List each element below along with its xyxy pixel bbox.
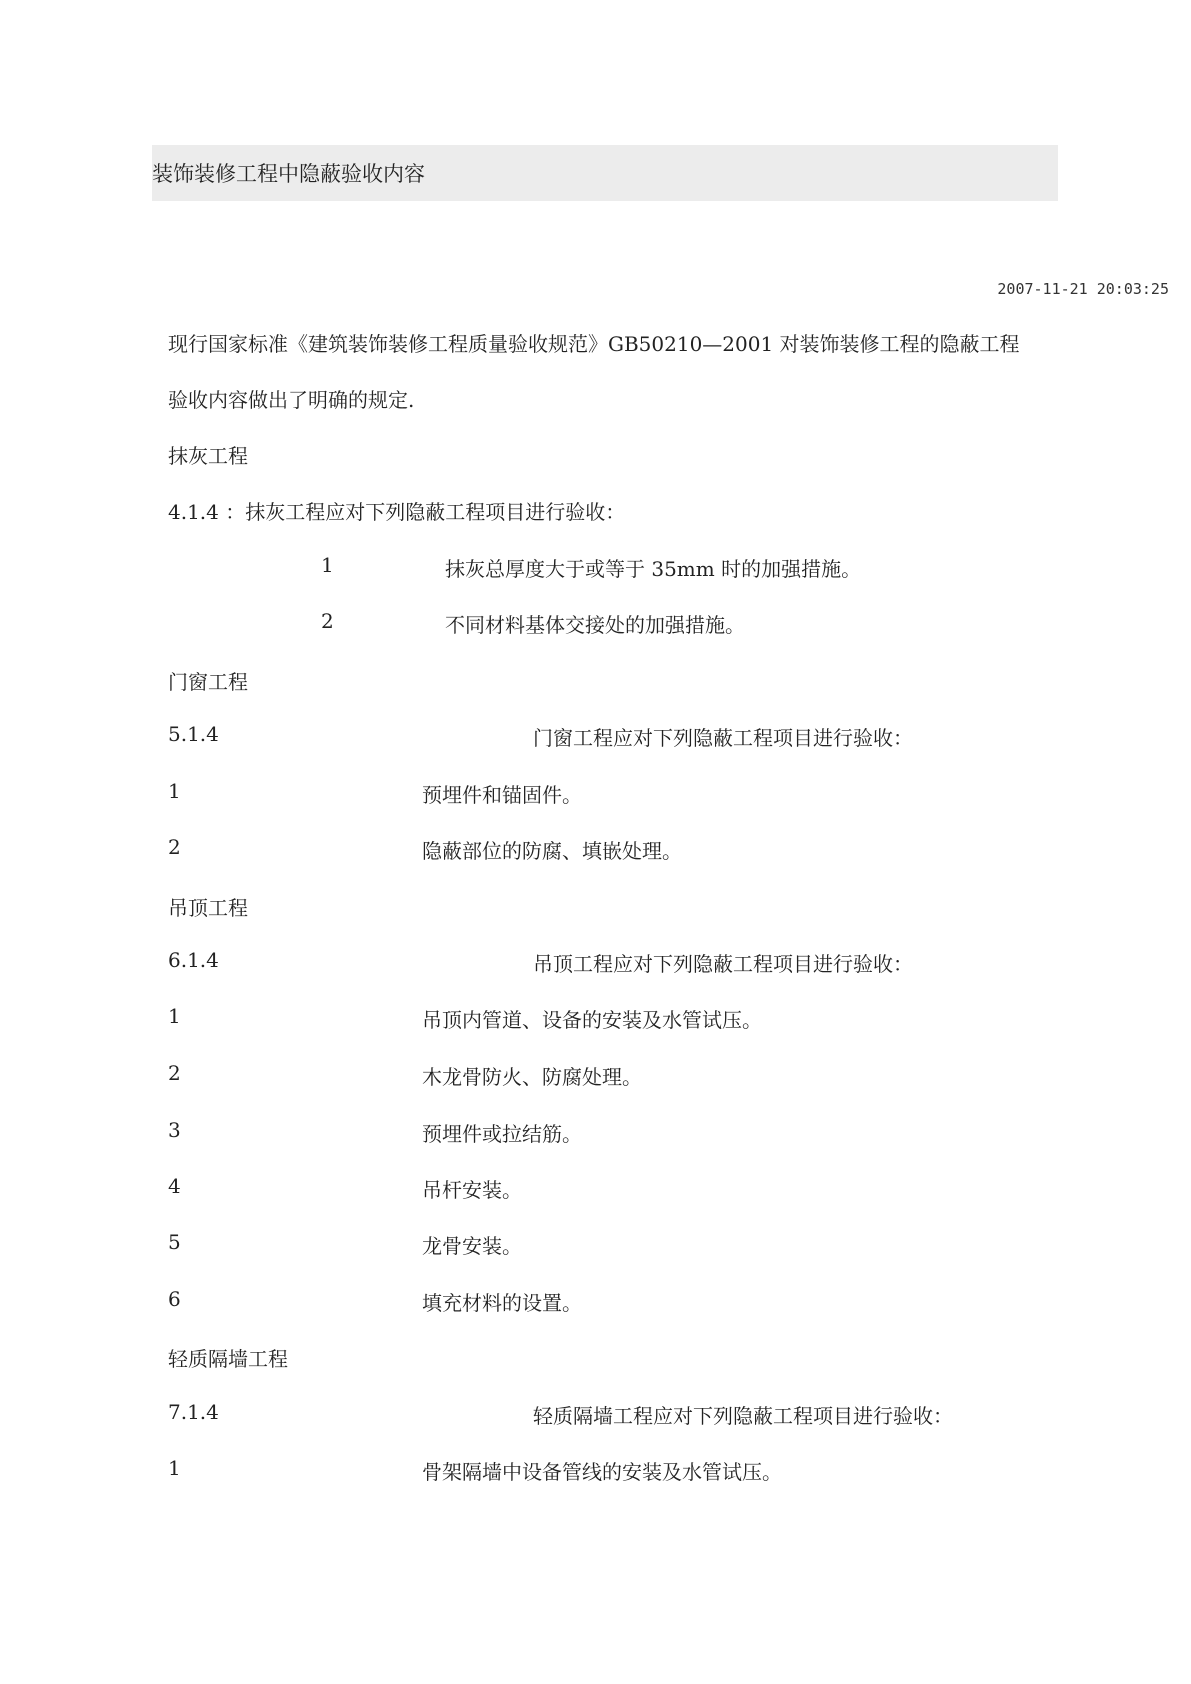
item-number: 1: [321, 553, 334, 577]
clause-number: 5.1.4: [168, 722, 219, 746]
section-heading-doors-windows: 门窗工程: [168, 670, 248, 694]
item-text: 骨架隔墙中设备管线的安装及水管试压。: [422, 1460, 782, 1484]
item-number: 1: [168, 1004, 181, 1028]
item-number: 1: [168, 779, 181, 803]
item-number: 2: [321, 609, 334, 633]
item-text: 吊顶内管道、设备的安装及水管试压。: [422, 1008, 762, 1032]
clause-number: 6.1.4: [168, 948, 219, 972]
item-number: 4: [168, 1174, 181, 1198]
item-number: 1: [168, 1456, 181, 1480]
item-text: 预埋件和锚固件。: [422, 783, 582, 807]
item-text: 预埋件或拉结筋。: [422, 1122, 582, 1146]
intro-line-2: 验收内容做出了明确的规定.: [168, 388, 415, 412]
item-text: 吊杆安装。: [422, 1178, 522, 1202]
section-heading-ceiling: 吊顶工程: [168, 896, 248, 920]
item-number: 3: [168, 1118, 181, 1142]
item-number: 2: [168, 835, 181, 859]
clause-text: 吊顶工程应对下列隐蔽工程项目进行验收：: [533, 952, 913, 976]
page-title: 装饰装修工程中隐蔽验收内容: [152, 162, 425, 186]
item-number: 5: [168, 1230, 181, 1254]
item-text: 抹灰总厚度大于或等于 35mm 时的加强措施。: [445, 557, 862, 581]
title-bar: [152, 145, 1058, 201]
clause-text: 门窗工程应对下列隐蔽工程项目进行验收：: [533, 726, 913, 750]
clause-text: 轻质隔墙工程应对下列隐蔽工程项目进行验收：: [533, 1404, 953, 1428]
item-text: 隐蔽部位的防腐、填嵌处理。: [422, 839, 682, 863]
item-number: 6: [168, 1287, 181, 1311]
item-text: 填充材料的设置。: [422, 1291, 582, 1315]
item-text: 木龙骨防火、防腐处理。: [422, 1065, 642, 1089]
intro-line-1: 现行国家标准《建筑装饰装修工程质量验收规范》GB50210—2001 对装饰装修工程的隐蔽工程: [168, 332, 1020, 356]
clause-number: 7.1.4: [168, 1400, 219, 1424]
item-text: 龙骨安装。: [422, 1234, 522, 1258]
clause-plaster: 4.1.4 ：抹灰工程应对下列隐蔽工程项目进行验收：: [168, 500, 626, 524]
section-heading-partition: 轻质隔墙工程: [168, 1347, 288, 1371]
section-heading-plaster: 抹灰工程: [168, 444, 248, 468]
timestamp: 2007-11-21 20:03:25: [997, 280, 1169, 298]
item-text: 不同材料基体交接处的加强措施。: [445, 613, 745, 637]
item-number: 2: [168, 1061, 181, 1085]
